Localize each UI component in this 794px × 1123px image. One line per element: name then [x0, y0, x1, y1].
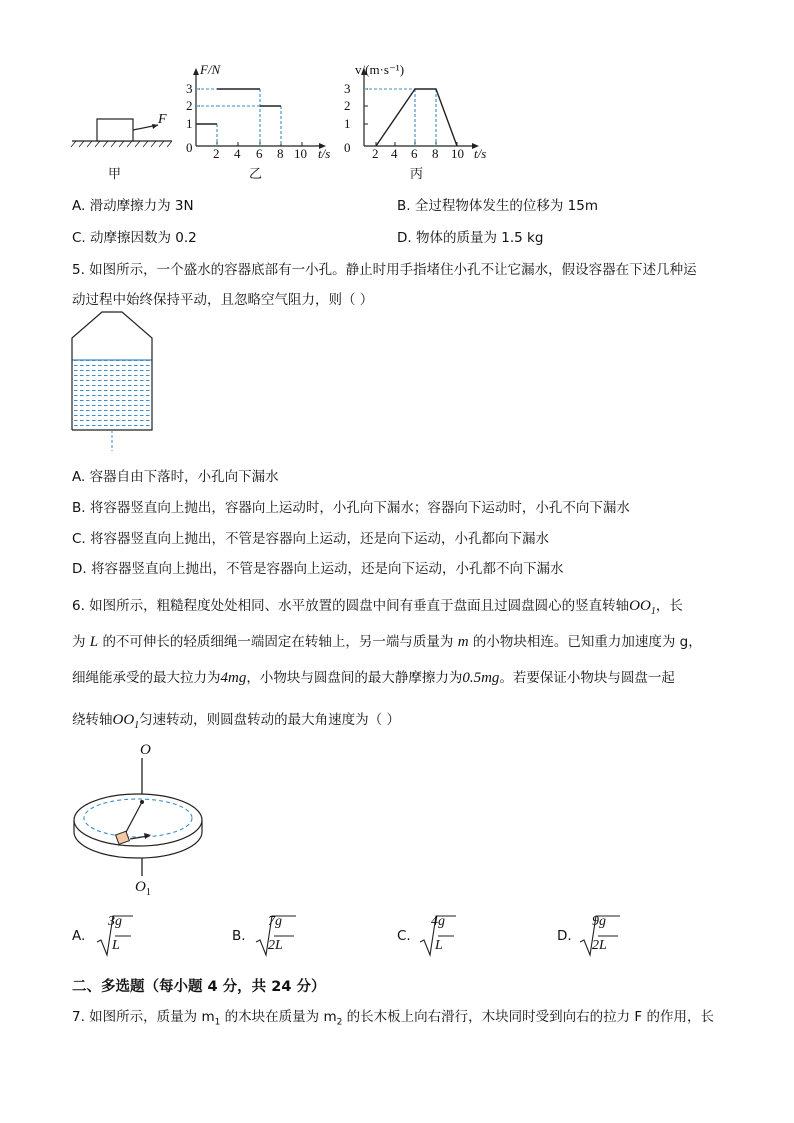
graph-yi-tick-x6: 6 — [256, 146, 263, 161]
disk-figure — [70, 740, 206, 890]
q6-option-c-num: 4g — [431, 914, 445, 929]
q4-option-c[interactable]: C. 动摩擦因数为 0.2 — [72, 230, 197, 246]
q6-option-b-den: 2L — [268, 938, 283, 953]
disk-label-O: O — [140, 742, 151, 758]
q6-stem-line2: 为 L 的不可伸长的轻质细绳一端固定在转轴上，另一端与质量为 m 的小物块相连。已知重力加速度为 g， — [72, 634, 702, 650]
graph-bing-tick-y3: 3 — [344, 81, 351, 96]
q6-option-b-num: 7g — [268, 914, 282, 929]
graph-yi-tick-y1: 1 — [186, 116, 193, 131]
q7-stem-line1: 7. 如图所示，质量为 $m_1$ 的木块在质量为 $m_2$ 的长木板上向右滑行，木块同时受到向右的拉力 F 的作用，长 — [72, 1009, 714, 1028]
q6-option-a-den: L — [112, 938, 120, 953]
graph-bing-tick-x2: 2 — [372, 146, 379, 161]
graph-yi-y-label: F/N — [200, 62, 221, 77]
q5-stem-line2: 动过程中始终保持平动，且忽略空气阻力，则（ ） — [72, 292, 374, 308]
graph-bing-y-label: v/(m·s⁻¹) — [355, 62, 405, 77]
graph-bing-tick-x0: 0 — [344, 140, 351, 155]
graph-yi-tick-x0: 0 — [186, 140, 193, 155]
graph-yi-tick-x8: 8 — [277, 146, 284, 161]
q4-option-d[interactable]: D. 物体的质量为 1.5 kg — [397, 230, 544, 246]
q6-option-c-label[interactable]: C. — [397, 928, 411, 944]
q6-option-a-label[interactable]: A. — [72, 928, 86, 944]
graph-yi-tick-y2: 2 — [186, 98, 193, 113]
graph-bing-tick-y1: 1 — [344, 116, 351, 131]
graph-bing-tick-x10: 10 — [451, 146, 464, 161]
caption-yi: 乙 — [249, 167, 263, 182]
force-label: F — [158, 112, 167, 127]
caption-jia: 甲 — [108, 167, 122, 182]
q5-option-d[interactable]: D. 将容器竖直向上抛出，不管是容器向上运动，还是向下运动，小孔都不向下漏水 — [72, 561, 564, 577]
q6-option-c-den: L — [435, 938, 443, 953]
q4-option-b[interactable]: B. 全过程物体发生的位移为 15m — [397, 198, 598, 214]
graph-yi-tick-x10: 10 — [294, 146, 307, 161]
q6-option-b-label[interactable]: B. — [232, 928, 246, 944]
q5-option-a[interactable]: A. 容器自由下落时，小孔向下漏水 — [72, 469, 279, 485]
q6-option-d-label[interactable]: D. — [557, 928, 572, 944]
q6-stem-line1: 6. 如图所示，粗糙程度处处相同、水平放置的圆盘中间有垂直于盘面且过圆盘圆心的竖直转轴$OO_1$，长 — [72, 598, 683, 617]
graph-yi-tick-x4: 4 — [234, 146, 241, 161]
graph-bing-tick-x8: 8 — [432, 146, 439, 161]
graph-yi-tick-x2: 2 — [213, 146, 220, 161]
q6-option-d-den: 2L — [592, 938, 607, 953]
graph-bing-tick-x6: 6 — [411, 146, 418, 161]
graph-yi-tick-y3: 3 — [186, 81, 193, 96]
graph-bing-tick-x4: 4 — [391, 146, 398, 161]
q6-stem-line3: 细绳能承受的最大拉力为4mg，小物块与圆盘间的最大静摩擦力为0.5mg。若要保证小物块与圆盘一起 — [72, 670, 675, 686]
caption-bing: 丙 — [410, 167, 424, 182]
q4-option-a[interactable]: A. 滑动摩擦力为 3N — [72, 198, 194, 214]
disk-label-O1: $O_1$ — [135, 879, 151, 898]
graph-bing-tick-y2: 2 — [344, 98, 351, 113]
graph-yi-x-label: t/s — [318, 146, 331, 161]
container-figure — [68, 308, 158, 453]
q6-stem-line4: 绕转轴$OO_1$匀速转动，则圆盘转动的最大角速度为（ ） — [72, 712, 400, 731]
q6-option-d-num: 9g — [592, 914, 606, 929]
q6-option-a-num: 3g — [108, 914, 122, 929]
graph-bing-x-label: t/s — [474, 146, 487, 161]
q5-stem-line1: 5. 如图所示，一个盛水的容器底部有一小孔。静止时用手指堵住小孔不让它漏水，假设容器在下述几种运 — [72, 262, 697, 278]
section-title-multi-choice: 二、多选题（每小题 4 分，共 24 分） — [72, 979, 326, 995]
q5-option-c[interactable]: C. 将容器竖直向上抛出，不管是容器向上运动，还是向下运动，小孔都向下漏水 — [72, 531, 550, 547]
q5-option-b[interactable]: B. 将容器竖直向上抛出，容器向上运动时，小孔向下漏水；容器向下运动时，小孔不向下漏水 — [72, 500, 630, 516]
